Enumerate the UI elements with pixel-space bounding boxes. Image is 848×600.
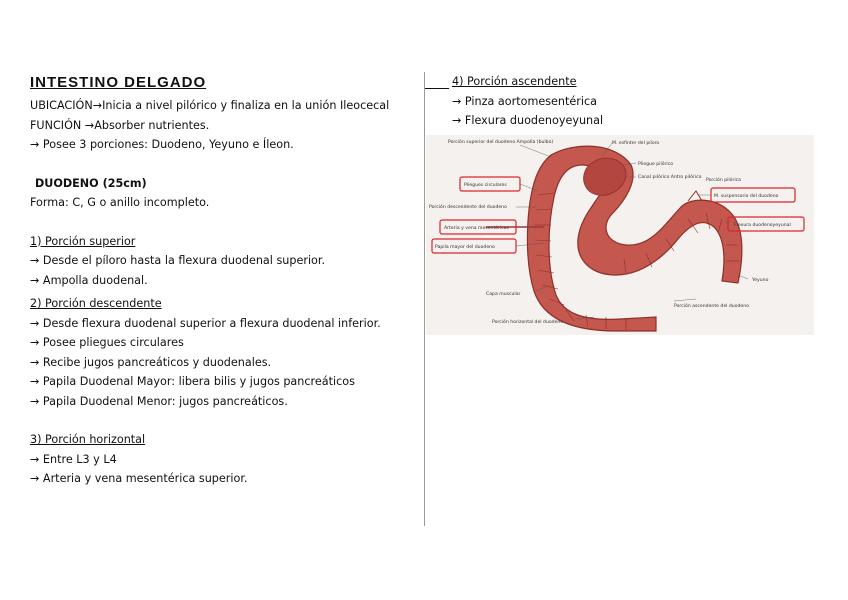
portion-superior-title: 1) Porción superior: [30, 234, 136, 248]
list-item: → Desde flexura duodenal superior a flexura duodenal inferior.: [30, 316, 381, 330]
label-prox: Porción pilórica: [706, 178, 741, 183]
column-divider: [424, 72, 425, 526]
list-item: → Posee pliegues circulares: [30, 336, 184, 349]
portion-ascendente-title: 4) Porción ascendente: [452, 75, 577, 88]
label-sup-ampolla: Porción superior del duodeno Ampolla (bulbo): [448, 140, 554, 145]
left-column: [30, 74, 410, 489]
list-item: → Papila Duodenal Menor: jugos pancreáticos.: [30, 394, 288, 408]
portion-horizontal-title: 3) Porción horizontal: [30, 433, 146, 446]
list-item: → Entre L3 y L4: [30, 452, 117, 466]
right-column: [430, 72, 830, 131]
label-canal-pilorico: Canal pilórico Antro pilórico: [638, 175, 702, 180]
intro-ubicacion: UBICACIÓN→Inicia a nivel pilórico y finaliza en la unión Ileocecal: [30, 99, 390, 112]
intro-porciones: → Posee 3 porciones: Duodeno, Yeyuno e Íleon.: [30, 138, 294, 151]
label-pliegue-pilorico: Pliegue pilórico: [638, 162, 674, 167]
list-item: → Pinza aortomesentérica: [452, 94, 598, 108]
duodenum-figure: [426, 135, 814, 335]
label-descendente: Porción descendente del duodeno: [429, 205, 507, 210]
label-papila: Papila mayor del duodeno: [435, 245, 495, 250]
list-item: → Desde el píloro hasta la flexura duodenal superior.: [30, 254, 326, 267]
label-yeyuno: Yeyuno: [752, 278, 769, 283]
duodeno-forma: Forma: C, G o anillo incompleto.: [30, 196, 210, 209]
label-arteria: Arteria y vena mesentéricas: [444, 226, 509, 231]
list-item: → Ampolla duodenal.: [30, 273, 148, 287]
label-capa: Capa muscular: [486, 292, 521, 297]
page-title: INTESTINO DELGADO: [30, 74, 207, 91]
portion-descendente-title: 2) Porción descendente: [30, 297, 162, 310]
label-musculo-piloro: M. esfínter del píloro: [612, 141, 660, 146]
spacer: [30, 213, 410, 232]
label-horizontal: Porción horizontal del duodeno: [492, 320, 564, 325]
label-pliegues: Pliegues circulares: [464, 183, 507, 188]
heading-underline-lead: [425, 88, 449, 89]
list-item: → Flexura duodenoyeyunal: [452, 114, 604, 127]
label-suspensorio: M. suspensorio del duodeno: [714, 194, 779, 199]
list-item: → Arteria y vena mesentérica superior.: [30, 472, 248, 485]
list-item: → Papila Duodenal Mayor: libera bilis y jugos pancreáticos: [30, 375, 355, 388]
spacer: [30, 411, 410, 430]
label-flexura: Flexura duodenoyeyunal: [734, 223, 791, 228]
intro-funcion: FUNCIÓN →Absorber nutrientes.: [30, 118, 210, 132]
duodenum-illustration: [426, 135, 814, 335]
label-ascendente: Porción ascendente del duodeno: [674, 304, 749, 309]
spacer: [30, 155, 410, 174]
duodeno-heading: DUODENO (25cm): [35, 176, 147, 190]
list-item: → Recibe jugos pancreáticos y duodenales.: [30, 355, 272, 369]
